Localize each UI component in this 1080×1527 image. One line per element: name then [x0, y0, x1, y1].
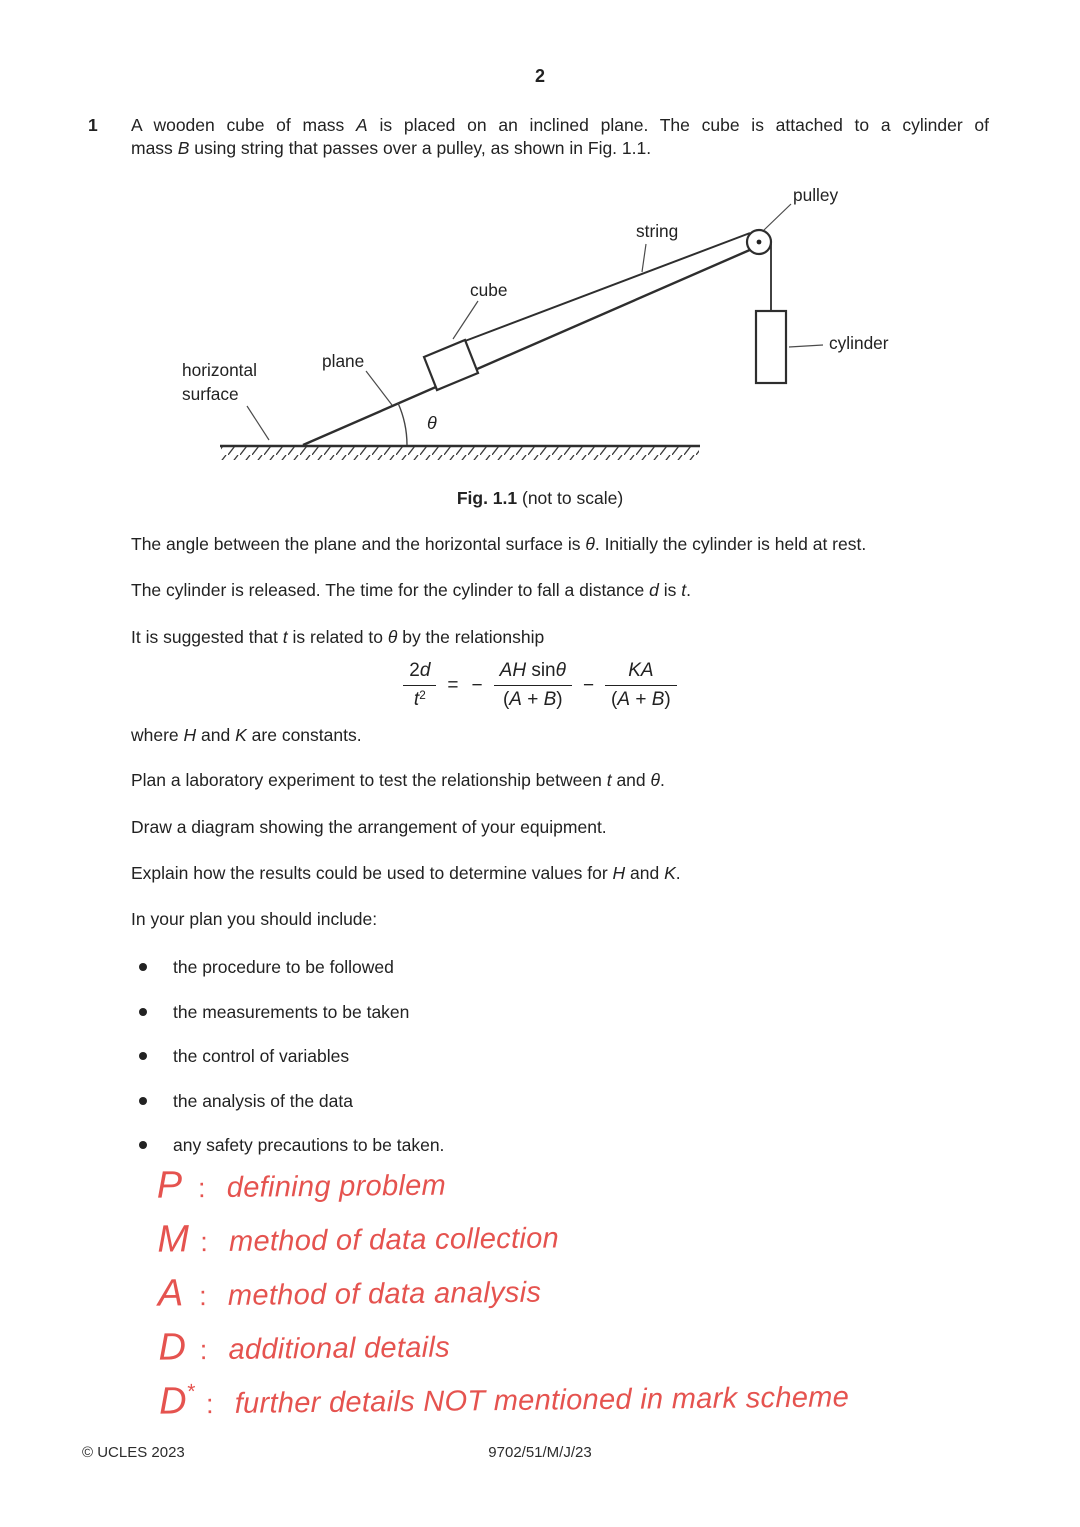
angle-arc [398, 403, 407, 445]
bullet-item [139, 1134, 444, 1156]
annotation-row [159, 1375, 850, 1436]
bullet-icon [139, 1141, 147, 1149]
bullet-text: the control of variables [173, 1046, 350, 1067]
cylinder-label: cylinder [829, 333, 889, 353]
bullet-text: the procedure to be followed [173, 957, 394, 977]
bullet-list [139, 956, 444, 1179]
paragraph-draw: Draw a diagram showing the arrangement of your equipment. [131, 817, 607, 837]
paragraph-release: The cylinder is released. The time for the cylinder to fall a distance d is t. [131, 580, 691, 600]
annotation-superscript: * [186, 1380, 195, 1404]
horizontal-surface-label-line1: horizontal [182, 360, 257, 380]
page-number: 2 [534, 66, 545, 86]
bullet-text: the measurements to be taken [173, 1001, 410, 1022]
horizontal-surface-leader-line [247, 406, 269, 440]
bullet-text: any safety precautions to be taken. [173, 1135, 445, 1156]
equals-sign: = [447, 674, 459, 696]
annotation-text: additional details [228, 1331, 451, 1366]
bullet-item [139, 1001, 444, 1023]
annotation-text: method of data analysis [227, 1276, 542, 1312]
bullet-icon [139, 1052, 147, 1060]
ground-hatching [221, 447, 699, 460]
fraction-2-numerator: KA [605, 660, 677, 686]
annotation-row [157, 1213, 848, 1274]
cube-leader-line [453, 301, 478, 339]
copyright-text: © UCLES 2023 [82, 1444, 185, 1461]
bullet-item [139, 1045, 444, 1067]
fraction-2 [605, 660, 677, 711]
plane-line [303, 249, 752, 445]
string-label: string [636, 221, 679, 241]
bullet-icon [139, 1008, 147, 1016]
annotation-label: A [157, 1272, 184, 1315]
minus-sign-2: − [582, 674, 595, 696]
annotation-row [158, 1321, 849, 1382]
plane-label: plane [322, 351, 365, 371]
bullet-icon [139, 963, 147, 971]
fraction-lhs-denominator: $t^2$ [413, 689, 426, 710]
string-leader-line [642, 244, 646, 272]
annotation-text: defining problem [226, 1169, 447, 1204]
bullet-text: the analysis of the data [173, 1090, 353, 1111]
fraction-lhs [403, 660, 436, 711]
annotation-text: further details NOT mentioned in mark scheme [234, 1381, 850, 1420]
intro-line-2: mass B using string that passes over a pulley, as shown in Fig. 1.1. [131, 138, 652, 158]
figure-caption: Fig. 1.1 (not to scale) [456, 488, 624, 508]
annotation-colon: : [199, 1281, 207, 1312]
fraction-lhs-numerator: 2d [403, 660, 436, 686]
angle-theta-label: θ [427, 413, 437, 433]
bullet-icon [139, 1097, 147, 1105]
paragraph-suggest: It is suggested that t is related to θ by the relationship [131, 627, 545, 647]
fraction-1-numerator: AH sinθ [494, 660, 572, 686]
annotation-colon: : [199, 1335, 208, 1366]
annotation-label: D [158, 1326, 187, 1369]
annotation-label: P [156, 1164, 183, 1207]
paragraph-constants: where H and K are constants. [131, 725, 362, 745]
annotation-row [158, 1267, 849, 1328]
paragraph-plan: Plan a laboratory experiment to test the relationship between t and θ. [131, 770, 665, 790]
annotation-label: D* [158, 1380, 195, 1423]
pulley-axle-dot [757, 240, 762, 245]
equation [0, 660, 1080, 711]
annotation-label: M [157, 1218, 190, 1261]
annotation-colon: : [205, 1389, 214, 1420]
handwritten-annotations [157, 1159, 850, 1436]
figure-1-1 [0, 180, 1080, 470]
pulley-leader-line [764, 204, 791, 230]
string-line [465, 233, 750, 341]
fraction-1 [494, 660, 572, 711]
intro-line-1: A wooden cube of mass A is placed on an inclined plane. The cube is attached to a cylinder of [131, 115, 989, 135]
fraction-2-denominator: (A + B) [611, 689, 671, 710]
paragraph-include: In your plan you should include: [131, 909, 378, 929]
question-intro [131, 114, 989, 160]
horizontal-surface-label-line2: surface [182, 384, 239, 404]
annotation-colon: : [197, 1173, 206, 1204]
paper-code: 9702/51/M/J/23 [488, 1444, 592, 1461]
fraction-1-denominator: (A + B) [502, 689, 563, 710]
cube-shape [424, 340, 478, 390]
minus-sign-1: − [471, 674, 483, 696]
annotation-colon: : [200, 1227, 208, 1258]
annotation-row [157, 1159, 848, 1220]
cylinder-shape [756, 311, 786, 383]
paragraph-angle: The angle between the plane and the horizontal surface is θ. Initially the cylinder is held at rest. [131, 534, 867, 554]
cube-label: cube [470, 280, 508, 300]
cylinder-leader-line [789, 345, 823, 347]
paragraph-explain: Explain how the results could be used to determine values for H and K. [131, 863, 681, 883]
bullet-item [139, 1090, 444, 1112]
annotation-text: method of data collection [228, 1222, 560, 1258]
bullet-item [139, 956, 444, 978]
pulley-label: pulley [793, 185, 839, 205]
question-number: 1 [88, 115, 98, 135]
plane-leader-line [366, 371, 392, 405]
